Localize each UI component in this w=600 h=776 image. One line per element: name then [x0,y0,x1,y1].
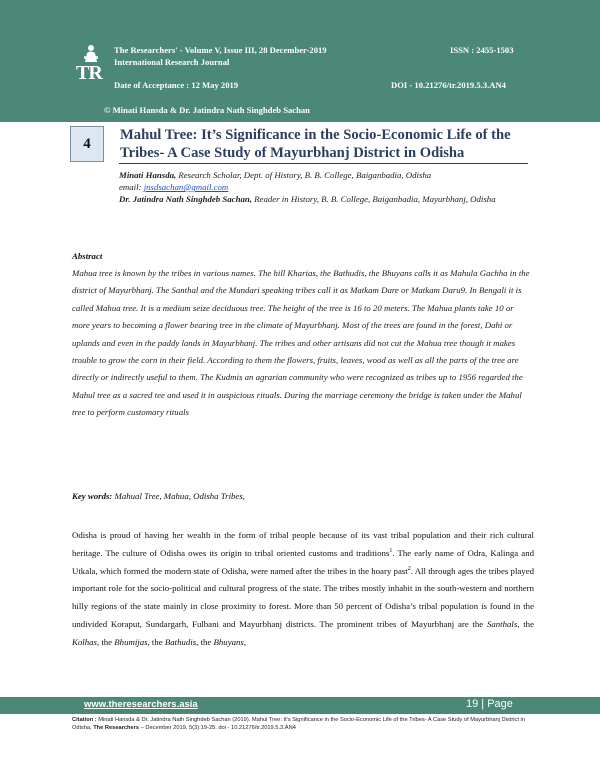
author-2-name: Dr. Jatindra Nath Singhdeb Sachan, [119,194,252,204]
email-link[interactable]: jnsdsachan@gmail.com [143,182,229,192]
journal-website-link[interactable]: www.theresearchers.asia [84,699,198,710]
tribe-name: Bhumijas [114,636,148,647]
footnote-ref-1[interactable]: 1 [389,547,393,554]
body-text-span: . The early name of Odra, Kalinga and Utkala, which formed the modern state of Odisha, were named after the tribes in the hoary past [72,547,534,576]
author-1 [119,169,529,181]
tribe-name: Bathudis [164,636,197,647]
body-text-span: , the [517,618,534,629]
citation-journal: The Researchers [93,725,140,731]
date-of-acceptance: Date of Acceptance : 12 May 2019 [114,80,239,90]
journal-logo [76,44,106,84]
body-text-span: . All through ages the tribes played important role for the socio-political and cultural progress of the state. The tribes mostly inhabit in the south-western and northern hilly regions of the state mainly in close proximity to forest. More than 50 percent of Odisha’s tribal population is found in the undivided Koraput, Sundargarh, Fulbani and Mayurbhanj districts. The prominent tribes of Mayurbhanj are the [72,565,535,629]
citation-text: Minati Hansda & Dr. Jatindra Nath Singhdeb Sachan (2019). Mahul Tree: It’s Significance in the Socio-Economic Life of the Tribes- A Case Study of Mayurbhanj District in Odisha, [72,717,525,731]
title-divider [119,163,528,164]
body-text-span: , [243,636,247,647]
journal-subtitle: International Research Journal [114,57,230,67]
tribe-name: Santhals [486,618,518,629]
keywords-value: Mahual Tree, Mahua, Odisha Tribes, [112,491,245,501]
footer-bar [0,697,600,714]
reader-figure-icon [81,44,101,64]
author-email-line [119,181,529,193]
author-1-name: Minati Hansda, [119,170,177,180]
tribe-name: Bhuyans [213,636,244,647]
citation-rest: – December 2019, 5(3):19-25. doi - 10.21276/tr.2019.5.3.AN4 [139,725,296,731]
issn: ISSN : 2455-1503 [450,45,514,55]
page-number: 19 | Page [466,698,513,710]
citation-label: Citation : [72,717,97,723]
copyright-line: © Minati Hansda & Dr. Jatindra Nath Singhdeb Sachan [104,105,310,115]
author-block [119,169,529,205]
doi: DOI - 10.21276/tr.2019.5.3.AN4 [391,80,506,90]
article-number-badge: 4 [70,126,104,162]
author-2-affiliation: Reader in History, B. B. College, Baiganbadia, Mayurbhanj, Odisha [251,194,496,204]
paper-title: Mahul Tree: It’s Significance in the Socio-Economic Life of the Tribes- A Case Study of Mayurbhanj District in Odisha [120,127,511,161]
keywords-label: Key words: [72,491,113,501]
author-2 [119,193,529,205]
author-1-affiliation: Research Scholar, Dept. of History, B. B. College, Baiganbadia, Odisha [176,170,432,180]
email-label: email: [119,182,144,192]
abstract-text: Mahua tree is known by the tribes in various names. The hill Kharias, the Bathudis, the Bhuyans calls it as Mahula Gachha in the district of Mayurbhanj. The Santhal and the Mundari speaking tribes call it as Matkam Dare or Matkam Daru9. In Bengali it is called Mahua tree. It is a medium seize deciduous tree. The height of the tree is 16 to 20 meters. The Mahua plants take 10 or more years to becoming a flower bearing tree in the climate of Mayurbhanj. Most of the trees are found in the forest, Dahi or uplands and even in the paddy lands in Mayurbhanj. The tribes and other artisans did not cut the Mahua tree though it makes trouble to grow the corn in their field. According to them the flowers, fruits, leaves, wood as well as all the parts of the tree are directly or indirectly useful to them. The Kudmis an agrarian community who were recognized as tribes up to 1956 regarded the Mahul tree as a sacred tee and used it in auspicious rituals. During the marriage ceremony the bridge is taken under the Mahul tree to perform customary rituals [72,268,530,418]
abstract-heading: Abstract [72,251,103,261]
journal-header [0,0,600,122]
body-text-span: , the [196,636,214,647]
tribe-name: Kolhas [72,636,97,647]
journal-volume-line: The Researchers' - Volume V, Issue III, 28 December-2019 [114,45,327,55]
logo-letters: TR [76,62,102,84]
keywords [72,491,245,501]
citation [72,716,542,732]
body-text-span: , the [96,636,115,647]
body-text-span: , the [147,636,165,647]
body-paragraph [72,527,534,652]
body-text-span: Odisha is proud of having her wealth in the form of tribal people because of its vast tribal population and their rich cultural heritage. The culture of Odisha owes its origin to tribal oriented customs and traditions [72,530,534,558]
footnote-ref-2[interactable]: 2 [407,565,411,572]
